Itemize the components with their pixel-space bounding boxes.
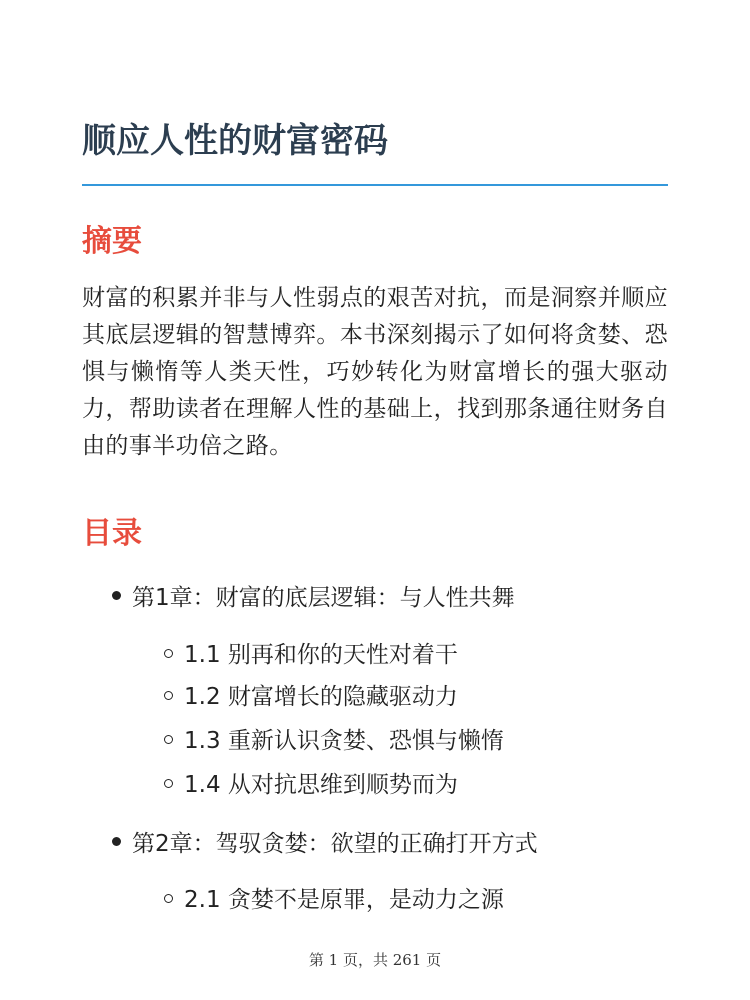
- toc-section-label: 1.4 从对抗思维到顺势而为: [184, 772, 458, 798]
- toc-chapter-label: 第1章：财富的底层逻辑：与人性共舞: [132, 585, 515, 611]
- toc-section-1-1[interactable]: [164, 639, 458, 671]
- toc-section-1-3[interactable]: [164, 725, 504, 757]
- abstract-heading: 摘要: [82, 224, 142, 259]
- toc-chapter-label: 第2章：驾驭贪婪：欲望的正确打开方式: [132, 831, 538, 857]
- toc-section-label: 2.1 贪婪不是原罪，是动力之源: [184, 887, 504, 913]
- toc-section-1-2[interactable]: [164, 681, 458, 713]
- document-title: 顺应人性的财富密码: [82, 121, 388, 161]
- page-number-footer: 第 1 页，共 261 页: [308, 951, 442, 969]
- title-divider: [82, 184, 668, 186]
- toc-section-label: 1.2 财富增长的隐藏驱动力: [184, 684, 458, 710]
- toc-section-2-1[interactable]: [164, 884, 504, 916]
- abstract-paragraph: 财富的积累并非与人性弱点的艰苦对抗，而是洞察并顺应其底层逻辑的智慧博弈。本书深刻揭示了如何将贪婪、恐惧与懒惰等人类天性，巧妙转化为财富增长的强大驱动力，帮助读者在理解人性的基础上，找到那条通往财务自由的事半功倍之路。: [82, 285, 668, 459]
- toc-section-label: 1.1 别再和你的天性对着干: [184, 642, 458, 668]
- toc-section-label: 1.3 重新认识贪婪、恐惧与懒惰: [184, 728, 504, 754]
- toc-section-1-4[interactable]: [164, 769, 458, 801]
- toc-chapter-1[interactable]: [112, 582, 515, 614]
- toc-heading: 目录: [82, 516, 142, 551]
- toc-chapter-2[interactable]: [112, 828, 538, 860]
